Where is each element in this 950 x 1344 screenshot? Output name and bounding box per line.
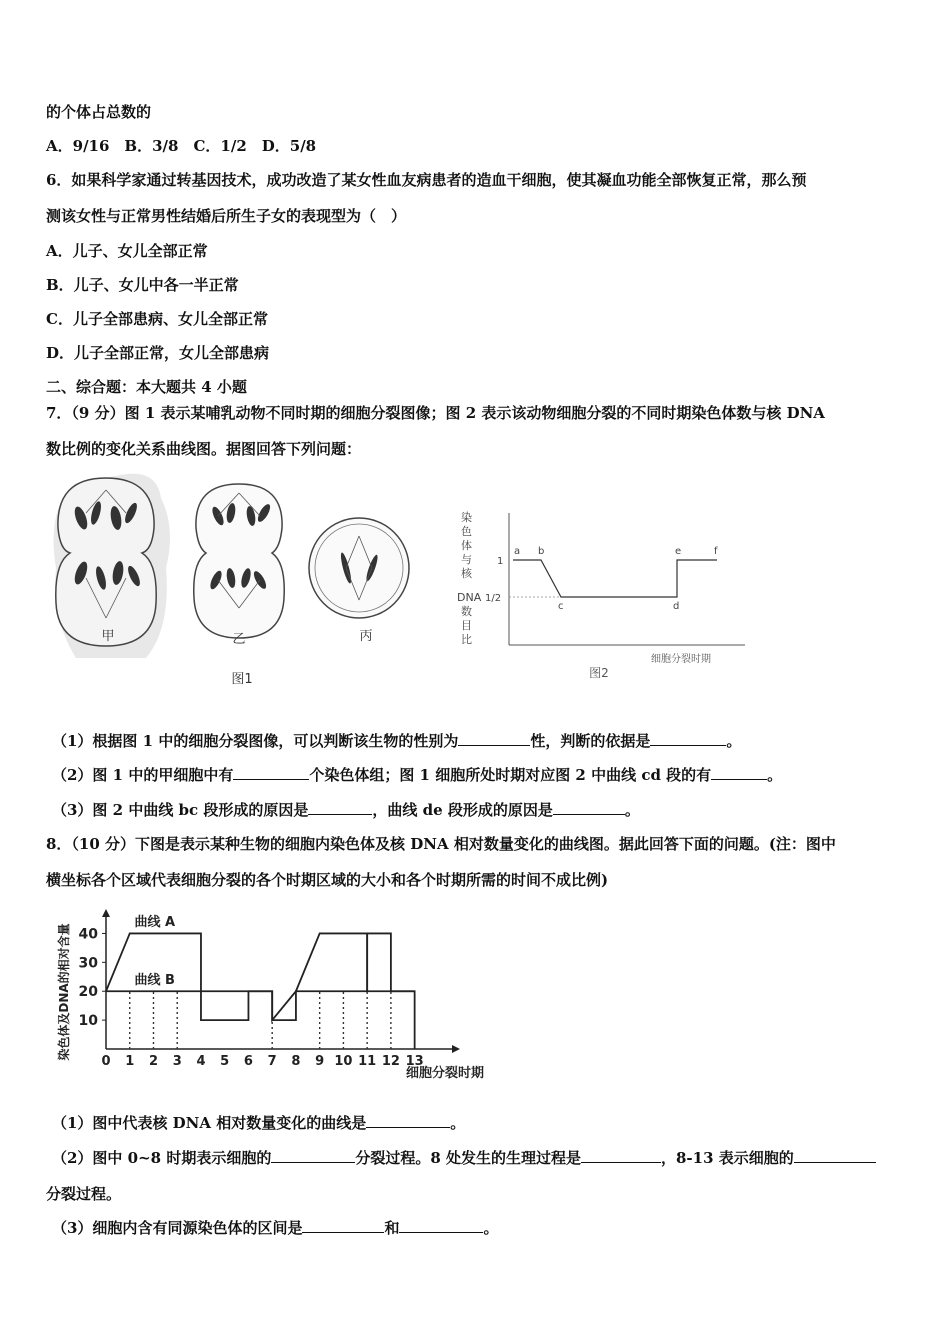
x-tick-label: 3 <box>172 1054 182 1069</box>
y-tick-label: 20 <box>78 984 98 1001</box>
answer-blank[interactable] <box>553 800 625 815</box>
figure-2-caption: 图2 <box>589 666 609 680</box>
ylabel-char: 与 <box>461 553 472 566</box>
ylabel-char: 体 <box>461 539 472 552</box>
question-6: 6．如果科学家通过转基因技术，成功改造了某女性血友病患者的造血干细胞，使其凝血功能全部恢复正常，那么预 <box>46 171 807 189</box>
y-axis-arrow <box>102 909 110 917</box>
figure-2-ylabel <box>457 510 482 646</box>
answer-blank[interactable] <box>581 1148 661 1163</box>
q8-sub2-text: （2）图中 0~8 时期表示细胞的 <box>52 1149 272 1167</box>
x-tick-label: 5 <box>220 1054 230 1069</box>
q7-sub3-text: ，曲线 de 段形成的原因是 <box>372 801 553 819</box>
x-tick-label: 12 <box>381 1054 400 1069</box>
figure-2-xlabel: 细胞分裂时期 <box>651 654 711 665</box>
answer-blank[interactable] <box>711 765 767 780</box>
x-tick-label: 8 <box>291 1054 301 1069</box>
q7-sub3-text: 。 <box>624 801 640 819</box>
x-axis-arrow <box>452 1045 460 1053</box>
ylabel-char: DNA <box>457 591 482 604</box>
q7-sub1-text: （1）根据图 1 中的细胞分裂图像，可以判断该生物的性别为 <box>52 732 459 750</box>
text-line: 的个体占总数的 <box>46 103 152 121</box>
cell-jia <box>56 478 156 646</box>
x-tick-label: 11 <box>358 1054 377 1069</box>
question-8-cont: 横坐标各个区域代表细胞分裂的各个时期区域的大小和各个时期所需的时间不成比例) <box>46 871 609 889</box>
curve-b-label: 曲线 B <box>134 973 175 988</box>
q8-sub2-text: ，8-13 表示细胞的 <box>661 1149 794 1167</box>
figure-2 <box>455 505 755 685</box>
option-d: D．儿子全部正常，女儿全部患病 <box>46 344 270 362</box>
answer-blank[interactable] <box>271 1148 355 1163</box>
cell-label-jia: 甲 <box>101 629 115 644</box>
tick-1: 1 <box>497 556 504 567</box>
x-tick-label: 4 <box>196 1054 206 1069</box>
y-tick-label: 30 <box>78 955 98 972</box>
q8-sub3-text: 和 <box>384 1219 400 1237</box>
cell-yi <box>194 484 285 638</box>
answer-blank[interactable] <box>366 1113 450 1128</box>
curve-a-label: 曲线 A <box>134 915 176 931</box>
q8-sub3 <box>52 1218 498 1238</box>
q8-sub1-text: （1）图中代表核 DNA 相对数量变化的曲线是 <box>52 1114 367 1132</box>
y-tick-label: 10 <box>78 1013 98 1030</box>
question-8: 8．（10 分）下图是表示某种生物的细胞内染色体及核 DNA 相对数量变化的曲线图。据此回答下面的问题。(注：图中 <box>46 835 836 853</box>
point-b: b <box>538 546 545 557</box>
x-tick-label: 6 <box>243 1054 253 1069</box>
chart-dna-chromosome <box>46 905 486 1090</box>
ylabel-char: 色 <box>461 525 472 538</box>
options-q5: A．9/16 B．3/8 C．1/2 D．5/8 <box>46 137 317 155</box>
point-d: d <box>673 601 680 612</box>
x-tick-label: 0 <box>101 1054 111 1069</box>
q8-sub3-text: （3）细胞内含有同源染色体的区间是 <box>52 1219 303 1237</box>
answer-blank[interactable] <box>794 1148 876 1163</box>
x-tick-label: 2 <box>148 1054 159 1069</box>
q8-sub3-text: 。 <box>483 1219 499 1237</box>
point-a: a <box>514 546 521 557</box>
answer-blank[interactable] <box>308 800 372 815</box>
q7-sub2-text: （2）图 1 中的甲细胞中有 <box>52 766 234 784</box>
figure-1-caption: 图1 <box>231 672 253 687</box>
q7-sub1-text: 。 <box>726 732 742 750</box>
cell-bing <box>309 518 409 618</box>
answer-blank[interactable] <box>650 731 726 746</box>
q8-sub1-text: 。 <box>450 1114 466 1132</box>
option-c: C．儿子全部患病、女儿全部正常 <box>46 310 268 328</box>
q8-sub2-cont: 分裂过程。 <box>46 1185 122 1203</box>
q7-sub3-text: （3）图 2 中曲线 bc 段形成的原因是 <box>52 801 309 819</box>
question-7: 7．（9 分）图 1 表示某哺乳动物不同时期的细胞分裂图像；图 2 表示该动物细胞分裂的不同时期染色体数与核 DNA <box>46 404 825 422</box>
x-tick-label: 10 <box>334 1054 353 1069</box>
q8-sub2-text: 分裂过程。8 处发生的生理过程是 <box>355 1149 581 1167</box>
ratio-curve <box>513 560 717 597</box>
cell-label-yi: 乙 <box>232 632 246 647</box>
answer-blank[interactable] <box>399 1218 483 1233</box>
x-tick-label: 7 <box>267 1054 277 1069</box>
chart-xlabel: 细胞分裂时期 <box>406 1066 485 1081</box>
q8-sub2 <box>52 1148 876 1168</box>
tick-half: 1/2 <box>485 593 502 604</box>
q7-sub3 <box>52 800 640 820</box>
answer-blank[interactable] <box>458 731 530 746</box>
q7-sub1-text: 性，判断的依据是 <box>530 732 651 750</box>
answer-blank[interactable] <box>233 765 309 780</box>
x-tick-label: 1 <box>125 1054 135 1069</box>
point-c: c <box>558 601 564 612</box>
question-7-cont: 数比例的变化关系曲线图。据图回答下列问题： <box>46 440 362 458</box>
section-heading: 二、综合题：本大题共 4 小题 <box>46 378 247 396</box>
option-b: B．儿子、女儿中各一半正常 <box>46 276 239 294</box>
ylabel-char: 数 <box>461 605 472 618</box>
q7-sub2-text: 个染色体组；图 1 细胞所处时期对应图 2 中曲线 cd 段的有 <box>309 766 712 784</box>
point-e: e <box>675 546 682 557</box>
ylabel-char: 比 <box>461 633 472 646</box>
x-tick-label: 13 <box>405 1054 424 1069</box>
answer-blank[interactable] <box>302 1218 384 1233</box>
figure-1 <box>46 468 446 698</box>
chart-ylabel: 染色体及DNA的相对含量 <box>57 923 71 1061</box>
q7-sub1 <box>52 731 741 751</box>
question-6-cont: 测该女性与正常男性结婚后所生子女的表现型为（ ） <box>46 207 407 225</box>
point-f: f <box>714 546 718 557</box>
x-tick-label: 9 <box>315 1054 325 1069</box>
q8-sub1 <box>52 1113 465 1133</box>
q7-sub2 <box>52 765 782 785</box>
ylabel-char: 目 <box>461 619 472 632</box>
cell-label-bing: 丙 <box>359 629 373 644</box>
y-tick-label: 40 <box>78 926 98 943</box>
plot-area <box>79 909 460 1069</box>
option-a: A．儿子、女儿全部正常 <box>46 242 208 260</box>
ylabel-char: 染 <box>461 511 472 524</box>
q7-sub2-text: 。 <box>767 766 783 784</box>
ylabel-char: 核 <box>461 567 472 580</box>
